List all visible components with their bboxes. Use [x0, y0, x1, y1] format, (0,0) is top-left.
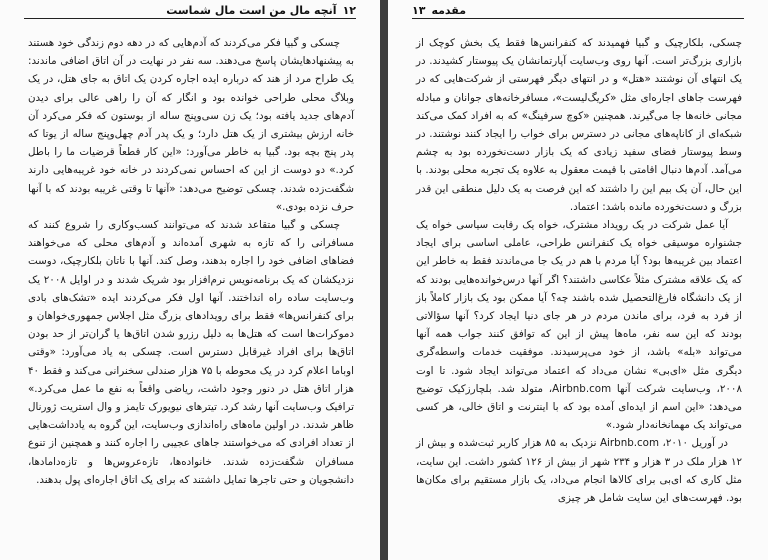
left-paragraph: چسکی و گبیا متقاعد شدند که می‌توانند کسب‌وکاری را شروع کنند که مسافرانی را که تازه به شهری آمده‌اند و آدم‌های محلی که می‌خواهند فضاهای اضافی خود را اجاره بدهند، وصل کند. آنها با ناتان بلکارچیک، دوست نزدیکشان که یک برنامه‌نویس نرم‌افزار بود شریک شدند و در اوایل ۲۰۰۸ یک وب‌سایت ساده راه انداختند. آنها اول فکر می‌کردند ایده «تشک‌های بادی برای کنفرانس‌ها» فقط برای رویدادهای بزرگ مثل اجلاس جمهوری‌خواهان و دموکرات‌ها است که هتل‌ها به دلیل رزرو شدن اتاق‌ها یا گران‌تر از حد بودن اتاق‌ها برای افراد غیرقابل دسترس است. چسکی به یاد می‌آورد: «وقتی اوباما اعلام کرد در یک محوطه با ۷۵ هزار صندلی سخنرانی می‌کند و فقط ۴۰ هزار اتاق هتل در دنور وجود داشت، ریاضی واقعاً به نفع ما عمل می‌کرد.» ترافیک وب‌سایت آنها رشد کرد. تیترهای نیویورک تایمز و وال استریت ژورنال ظاهر شدند. در اولین ماه‌های راه‌اندازی وب‌سایت، این گروه به یادداشت‌هایی از تعداد افرادی که می‌خواستند جاهای عجیبی را اجاره کنند و همچنین از تنوع مسافران شگفت‌زده شدند. خانواده‌ها، تازه‌عروس‌ها و تازه‌دامادها، دانشجویان و حتی تاجرها تمایل داشتند که برای یک اتاق اجاره‌ای پول بدهند. [28, 219, 354, 486]
left-header-title: آنچه مال من است مال شماست [166, 3, 337, 17]
left-header-rule [24, 18, 356, 19]
right-page-number: ۱۳ [412, 3, 426, 17]
right-header-title: مقدمه [431, 3, 467, 17]
left-running-header [24, 2, 356, 18]
right-header-rule [412, 18, 744, 19]
left-body-text [28, 34, 354, 552]
left-page [0, 0, 380, 560]
right-page [388, 0, 768, 560]
right-paragraph: آیا عمل شرکت در یک رویداد مشترک، خواه یک رقابت سیاسی خواه یک جشنواره موسیقی خواه یک کنفرانس طراحی، عاملی اساسی برای ایجاد اعتماد بین غریبه‌ها بود؟ آیا مردم با هم در یک جا می‌ماندند فقط به خاطر این که یک علاقه مشترک مثلاً عکاسی داشتند؟ اگر آنها درس‌خوانده‌هایی بودند که از یک دانشگاه فارغ‌التحصیل شده باشند چه؟ آیا ممکن بود یک بازار کاملاً باز از فرد به فرد، برای ماندن مردم در هر جای دنیا ایجاد کرد؟ آنها سؤالاتی بودند که این سه نفر، ماه‌ها پیش از این که توافق کنند جواب همه آنها می‌تواند «بله» باشد، از خود می‌پرسیدند. موفقیت خدمات واسطه‌گری دیگری مثل «ای‌بی» نشان می‌داد که اعتماد می‌تواند ایجاد شود. تا اوت ۲۰۰۸، وب‌سایت شرکت آنها Airbnb.com، متولد شد. بلچارزکیک توضیح می‌دهد: «این اسم از ایده‌ای آمده بود که با اینترنت و اتاق خالی، هر کسی می‌تواند یک مهمانخانه‌دار شود.» [416, 219, 742, 432]
left-page-number: ۱۲ [342, 3, 356, 17]
right-body-text [416, 34, 742, 552]
left-paragraph: چسکی و گبیا فکر می‌کردند که آدم‌هایی که در دهه دوم زندگی خود هستند به پیشنهادهایشان پاسخ می‌دهند. سه نفر در نهایت در آن اتاق اضافی ماندند: یک طراح مرد از هند که درباره ایده اجاره کردن یک اتاق به جای هتل، در یک وبلاگ محلی طراحی خوانده بود و انگار که آن را راهی عالی برای دیدن آدم‌های جدید یافته بود؛ یک زن سی‌وپنج ساله از بوستون که فکر می‌کرد آن خانه ارزش بیشتری از یک هتل دارد؛ و یک پدر آدم چهل‌وپنج ساله از یوتا که پدر پنج بچه بود. گبیا به خاطر می‌آورد: «این کار قطعاً قرضیات ما را باطل کرد.» دو دوست از این که احساس نمی‌کردند در خانه خود غریبه‌هایی دارند شگفت‌زده شدند. چسکی توضیح می‌دهد: «آنها تا وقتی غریبه بودند که با آنها حرف نزده بودی.» [28, 37, 354, 213]
right-running-header [412, 2, 744, 18]
right-paragraph: چسکی، بلکارچیک و گبیا فهمیدند که کنفرانس‌ها فقط یک بخش کوچک از بازاری بزرگ‌تر است. آنها روی وب‌سایت آپارتمانشان یک پیوستار کشیدند. در یک انتهای آن نوشتند «هتل» و در انتهای دیگر فهرستی از شرکت‌هایی که در فهرست جاهای اجاره‌ای مثل «کریگ‌لیست»، مسافرخانه‌های جوانان و مبادله مجانی خانه‌ها جا می‌گیرند. همچنین «کوچ سرفینگ» که به افراد کمک می‌کند شبکه‌ای از کاناپه‌های مجانی در دسترس برای خواب را ایجاد کنند نوشتند. در وسط پیوستار فضای سفید زیادی که یک بازار دست‌نخورده بود به چشم می‌آمد. آدم‌ها دنبال اقامتی با قیمت معقول به علاوه یک تجربه محلی بودند. با این حال، آن یک بیم این را داشتند که این فرصت به یک دلیل منطقی این قدر بزرگ و دست‌نخورده مانده باشد: اعتماد. [416, 37, 742, 213]
page-gutter [380, 0, 388, 560]
right-paragraph: در آوریل ۲۰۱۰، Airbnb.com نزدیک به ۸۵ هزار کاربر ثبت‌شده و بیش از ۱۲ هزار ملک در ۳ هزار و ۲۳۴ شهر از بیش از ۱۲۶ کشور داشت. این سایت، مثل کاری که ای‌بی برای کالاها انجام می‌داد، یک بازار مستقیم برای مکان‌ها بود. فهرست‌های این سایت شامل هر چیزی [416, 437, 742, 505]
